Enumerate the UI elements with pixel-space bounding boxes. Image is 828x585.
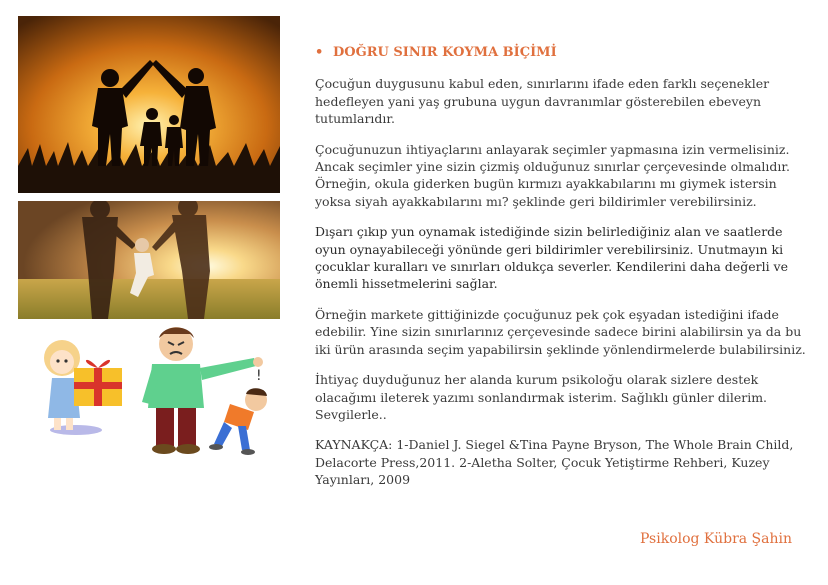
family-sunset-image [18, 16, 280, 193]
paragraph-play: Dışarı çıkıp yun oynamak istediğinde sizin belirlediğiniz alan ve saatlerde oyun oynayabileceği yönünde geri bildirimler verebilirsiniz. Unutmayın ki çocuklar kuralları ve sınırları oldukça severler. Kendilerini daha değerli ve önemli hissetmelerini sağlar. [315, 224, 789, 292]
paragraph-market: Örneğin markete gittiğinizde çocuğunuz pek çok eşyadan istediğini ifade edebilir. Yine sizin sınırlarınız çerçevesinde sadece birini alabilirsin ya da bu iki ürün arasında seçim yapabilirsin şeklinde yönlendirmelerde bulabilirsiniz. [315, 306, 806, 357]
heading-text: DOĞRU SINIR KOYMA BİÇİMİ [333, 45, 557, 60]
paragraph-definition: Çocuğun duygusunu kabul eden, sınırlarını ifade eden farklı seçenekler hedefleyen yani yaş grubuna uygun davranımlar gösterebilen ebeveyn tutumlarıdır. [315, 76, 770, 127]
author-signature: Psikolog Kübra Şahin [640, 531, 793, 547]
paragraph-closing: İhtiyaç duyduğunuz her alanda kurum psikoloğu olarak sizlere destek olacağımı ileterek yazımı sonlandırmak isterim. Sağlıklı günler dilerim. Sevgilerle.. [315, 372, 768, 422]
article-body [315, 44, 811, 502]
paragraph-references: KAYNAKÇA: 1-Daniel J. Siegel &Tina Payne Bryson, The Whole Brain Child, Delacorte Press,2011. 2-Aletha Solter, Çocuk Yetiştirme Rehberi, Kuzey Yayınları, 2009 [315, 437, 794, 488]
paragraph-choices: Çocuğunuzun ihtiyaçlarını anlayarak seçimler yapmasına izin vermelisiniz. Ancak seçimler yine sizin çizmiş olduğunuz sınırlar çerçevesinde olmalıdır. Örneğin, okula giderken bugün kırmızı ayakkabılarını mı giymek istersin yoksa siyah ayakkabılarını mı? şeklinde geri bildirimler verebilirsiniz. [315, 141, 790, 209]
family-field-image [18, 201, 280, 319]
cartoon-illustration [18, 322, 280, 460]
svg-text:!: ! [256, 368, 262, 384]
heading-bullet: • [315, 45, 324, 60]
article-heading [315, 44, 811, 61]
